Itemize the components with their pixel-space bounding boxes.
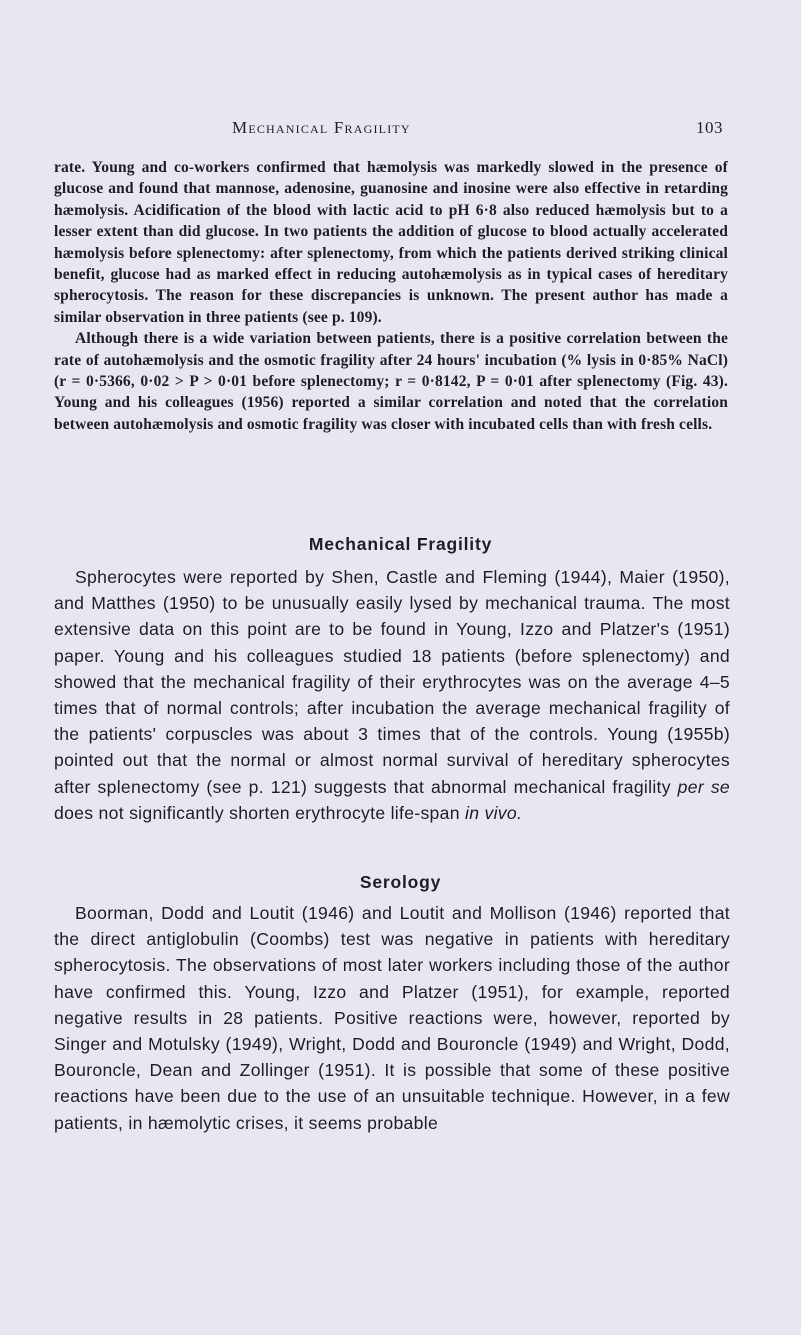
serology-heading: Serology	[359, 872, 442, 892]
serology-paragraph: Boorman, Dodd and Loutit (1946) and Loutit and Mollison (1946) reported that the direct antiglobulin (Coombs) test was negative in patients with hereditary spherocytosis. The observations of most later workers including those of the author have confirmed this. Young, Izzo and Platzer (1951), for example, reported negative results in 28 patients. Positive reactions were, however, reported by Singer and Motulsky (1949), Wright, Dodd and Bouroncle (1949) and Wright, Dodd, Bouroncle, Dean and Zollinger (1951). It is possible that some of these positive reactions have been due to the use of an unsuitable technique. However, in a few patients, in hæmolytic crises, it seems probable	[54, 903, 730, 1133]
autohaemolysis-paragraph-1: rate. Young and co-workers confirmed that hæmolysis was markedly slowed in the presence of glucose and found that mannose, adenosine, guanosine and inosine were also effective in retarding hæmolysis. Acidification of the blood with lactic acid to pH 6·8 also reduced hæmolysis but to a lesser extent than did glucose. In two patients the addition of glucose to blood actually accelerated hæmolysis before splenectomy: after splenectomy, from which the patients derived striking clinical benefit, glucose had as marked effect in reducing autohæmolysis as in typical cases of hereditary spherocytosis. The reason for these discrepancies is unknown. The present author has made a similar observation in three patients (see p. 109).	[54, 159, 728, 326]
italic-in-vivo: in vivo.	[465, 802, 523, 823]
autohaemolysis-section	[54, 157, 728, 435]
running-head	[0, 118, 801, 140]
autohaemolysis-paragraph-2: Although there is a wide variation between patients, there is a positive correlation between the rate of autohæmolysis and the osmotic fragility after 24 hours' incubation (% lysis in 0·85% NaCl) (r = 0·5366, 0·02 > P > 0·01 before splenectomy; r = 0·8142, P = 0·01 after splenectomy (Fig. 43). Young and his colleagues (1956) reported a similar correlation and noted that the correlation between autohæmolysis and osmotic fragility was closer with incubated cells than with fresh cells.	[54, 330, 728, 433]
mechanical-fragility-text-middle: does not significantly shorten erythrocyte life-span	[54, 802, 465, 823]
running-title: Mechanical Fragility	[232, 118, 411, 137]
mechanical-fragility-section	[54, 564, 730, 826]
mechanical-fragility-text: Spherocytes were reported by Shen, Castle and Fleming (1944), Maier (1950), and Matthes (1950) to be unusually easily lysed by mechanical trauma. The most extensive data on this point are to be found in Young, Izzo and Platzer's (1951) paper. Young and his colleagues studied 18 patients (before splenectomy) and showed that the mechanical fragility of their erythrocytes was on the average 4–5 times that of normal controls; after incubation the average mechanical fragility of the patients' corpuscles was about 3 times that of the controls. Young (1955b) pointed out that the normal or almost normal survival of hereditary spherocytes after splenectomy (see p. 121) suggests that abnormal mechanical fragility	[54, 567, 730, 797]
page-number: 103	[696, 118, 723, 137]
serology-section	[54, 900, 730, 1136]
mechanical-fragility-heading: Mechanical Fragility	[308, 534, 493, 554]
italic-per-se: per se	[677, 776, 731, 797]
mechanical-fragility-paragraph	[54, 564, 730, 826]
